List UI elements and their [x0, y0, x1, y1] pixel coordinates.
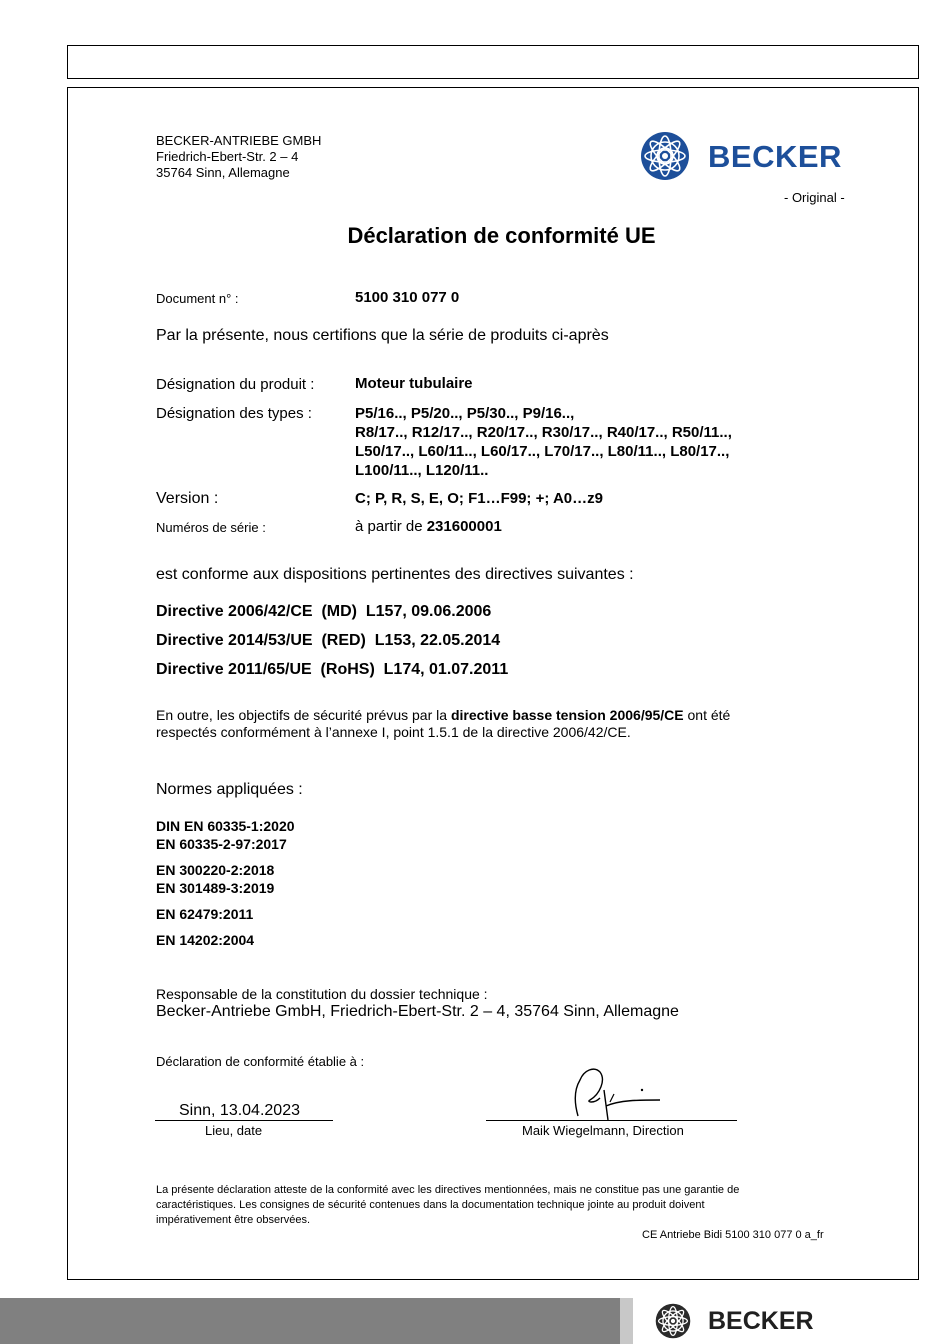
- types-line: R8/17.., R12/17.., R20/17.., R30/17.., R40/17.., R50/11..,: [355, 424, 732, 441]
- serial-label: Numéros de série :: [156, 520, 266, 535]
- norm-item: EN 62479:2011: [156, 906, 254, 922]
- document-number: 5100 310 077 0: [355, 289, 460, 306]
- norm-item: DIN EN 60335-1:2020: [156, 818, 295, 834]
- lvd-line-2: respectés conformément à l’annexe I, point 1.5.1 de la directive 2006/42/CE.: [156, 724, 631, 740]
- directive-item: Directive 2006/42/CE (MD) L157, 09.06.2006: [156, 603, 492, 620]
- types-line: P5/16.., P5/20.., P5/30.., P9/16..,: [355, 405, 575, 422]
- norm-item: EN 14202:2004: [156, 932, 255, 948]
- lvd-text: ont été: [683, 707, 731, 723]
- signature: [560, 1060, 670, 1126]
- serial-value: [355, 518, 502, 535]
- footer-becker-logo-text: BECKER: [708, 1307, 814, 1335]
- norm-item: EN 301489-3:2019: [156, 880, 275, 896]
- footer-becker-logo-icon: [655, 1303, 691, 1339]
- product-label: Désignation du produit :: [156, 376, 315, 393]
- original-label: - Original -: [784, 190, 845, 205]
- page-title: Déclaration de conformité UE: [347, 223, 656, 248]
- footer-bar-accent: [620, 1298, 633, 1344]
- footer-bar: [0, 1298, 620, 1344]
- serial-number: 231600001: [426, 518, 502, 535]
- company-street: Friedrich-Ebert-Str. 2 – 4: [156, 149, 299, 164]
- intro-text: Par la présente, nous certifions que la série de produits ci-après: [156, 327, 609, 344]
- version-value: C; P, R, S, E, O; F1…F99; +; A0…z9: [355, 490, 603, 507]
- becker-fan-logo-icon: [640, 131, 690, 181]
- version-label: Version :: [156, 490, 219, 507]
- place-date-caption: Lieu, date: [205, 1123, 263, 1138]
- disclaimer-line: impérativement être observées.: [156, 1214, 311, 1226]
- responsible-value: Becker-Antriebe GmbH, Friedrich-Ebert-Str. 2 – 4, 35764 Sinn, Allemagne: [156, 1003, 679, 1020]
- signature-line: [486, 1120, 737, 1121]
- conform-text: est conforme aux dispositions pertinentes des directives suivantes :: [156, 566, 634, 583]
- norm-item: EN 60335-2-97:2017: [156, 836, 287, 852]
- disclaimer-line: caractéristiques. Les consignes de sécurité contenues dans la documentation technique jointe au produit doivent: [156, 1199, 705, 1211]
- types-line: L50/17.., L60/11.., L60/17.., L70/17.., L80/11.., L80/17..,: [355, 443, 730, 460]
- company-name: BECKER-ANTRIEBE GMBH: [156, 133, 322, 148]
- directive-item: Directive 2011/65/UE (RoHS) L174, 01.07.2011: [156, 661, 509, 678]
- becker-logo-text: BECKER: [708, 139, 842, 174]
- document-label: Document n° :: [156, 291, 239, 306]
- place-date-value: Sinn, 13.04.2023: [179, 1102, 300, 1119]
- directive-item: Directive 2014/53/UE (RED) L153, 22.05.2014: [156, 632, 501, 649]
- place-date-line: [155, 1120, 333, 1121]
- types-label: Désignation des types :: [156, 405, 312, 422]
- company-city: 35764 Sinn, Allemagne: [156, 165, 290, 180]
- responsible-label: Responsable de la constitution du dossier technique :: [156, 986, 488, 1002]
- norm-item: EN 300220-2:2018: [156, 862, 275, 878]
- types-line: L100/11.., L120/11..: [355, 462, 489, 479]
- signature-caption: Maik Wiegelmann, Direction: [522, 1123, 684, 1138]
- norms-label: Normes appliquées :: [156, 781, 303, 798]
- lvd-line-1: [156, 707, 730, 723]
- product-value: Moteur tubulaire: [355, 375, 473, 392]
- disclaimer-line: La présente déclaration atteste de la conformité avec les directives mentionnées, mais ne constitue pas une garantie de: [156, 1184, 740, 1196]
- lvd-directive: directive basse tension 2006/95/CE: [450, 707, 684, 723]
- serial-prefix: à partir de: [355, 518, 423, 535]
- established-label: Déclaration de conformité établie à :: [156, 1054, 365, 1069]
- document-reference: CE Antriebe Bidi 5100 310 077 0 a_fr: [642, 1229, 824, 1241]
- lvd-text: En outre, les objectifs de sécurité prévus par la: [156, 707, 451, 723]
- header-frame: [67, 45, 919, 79]
